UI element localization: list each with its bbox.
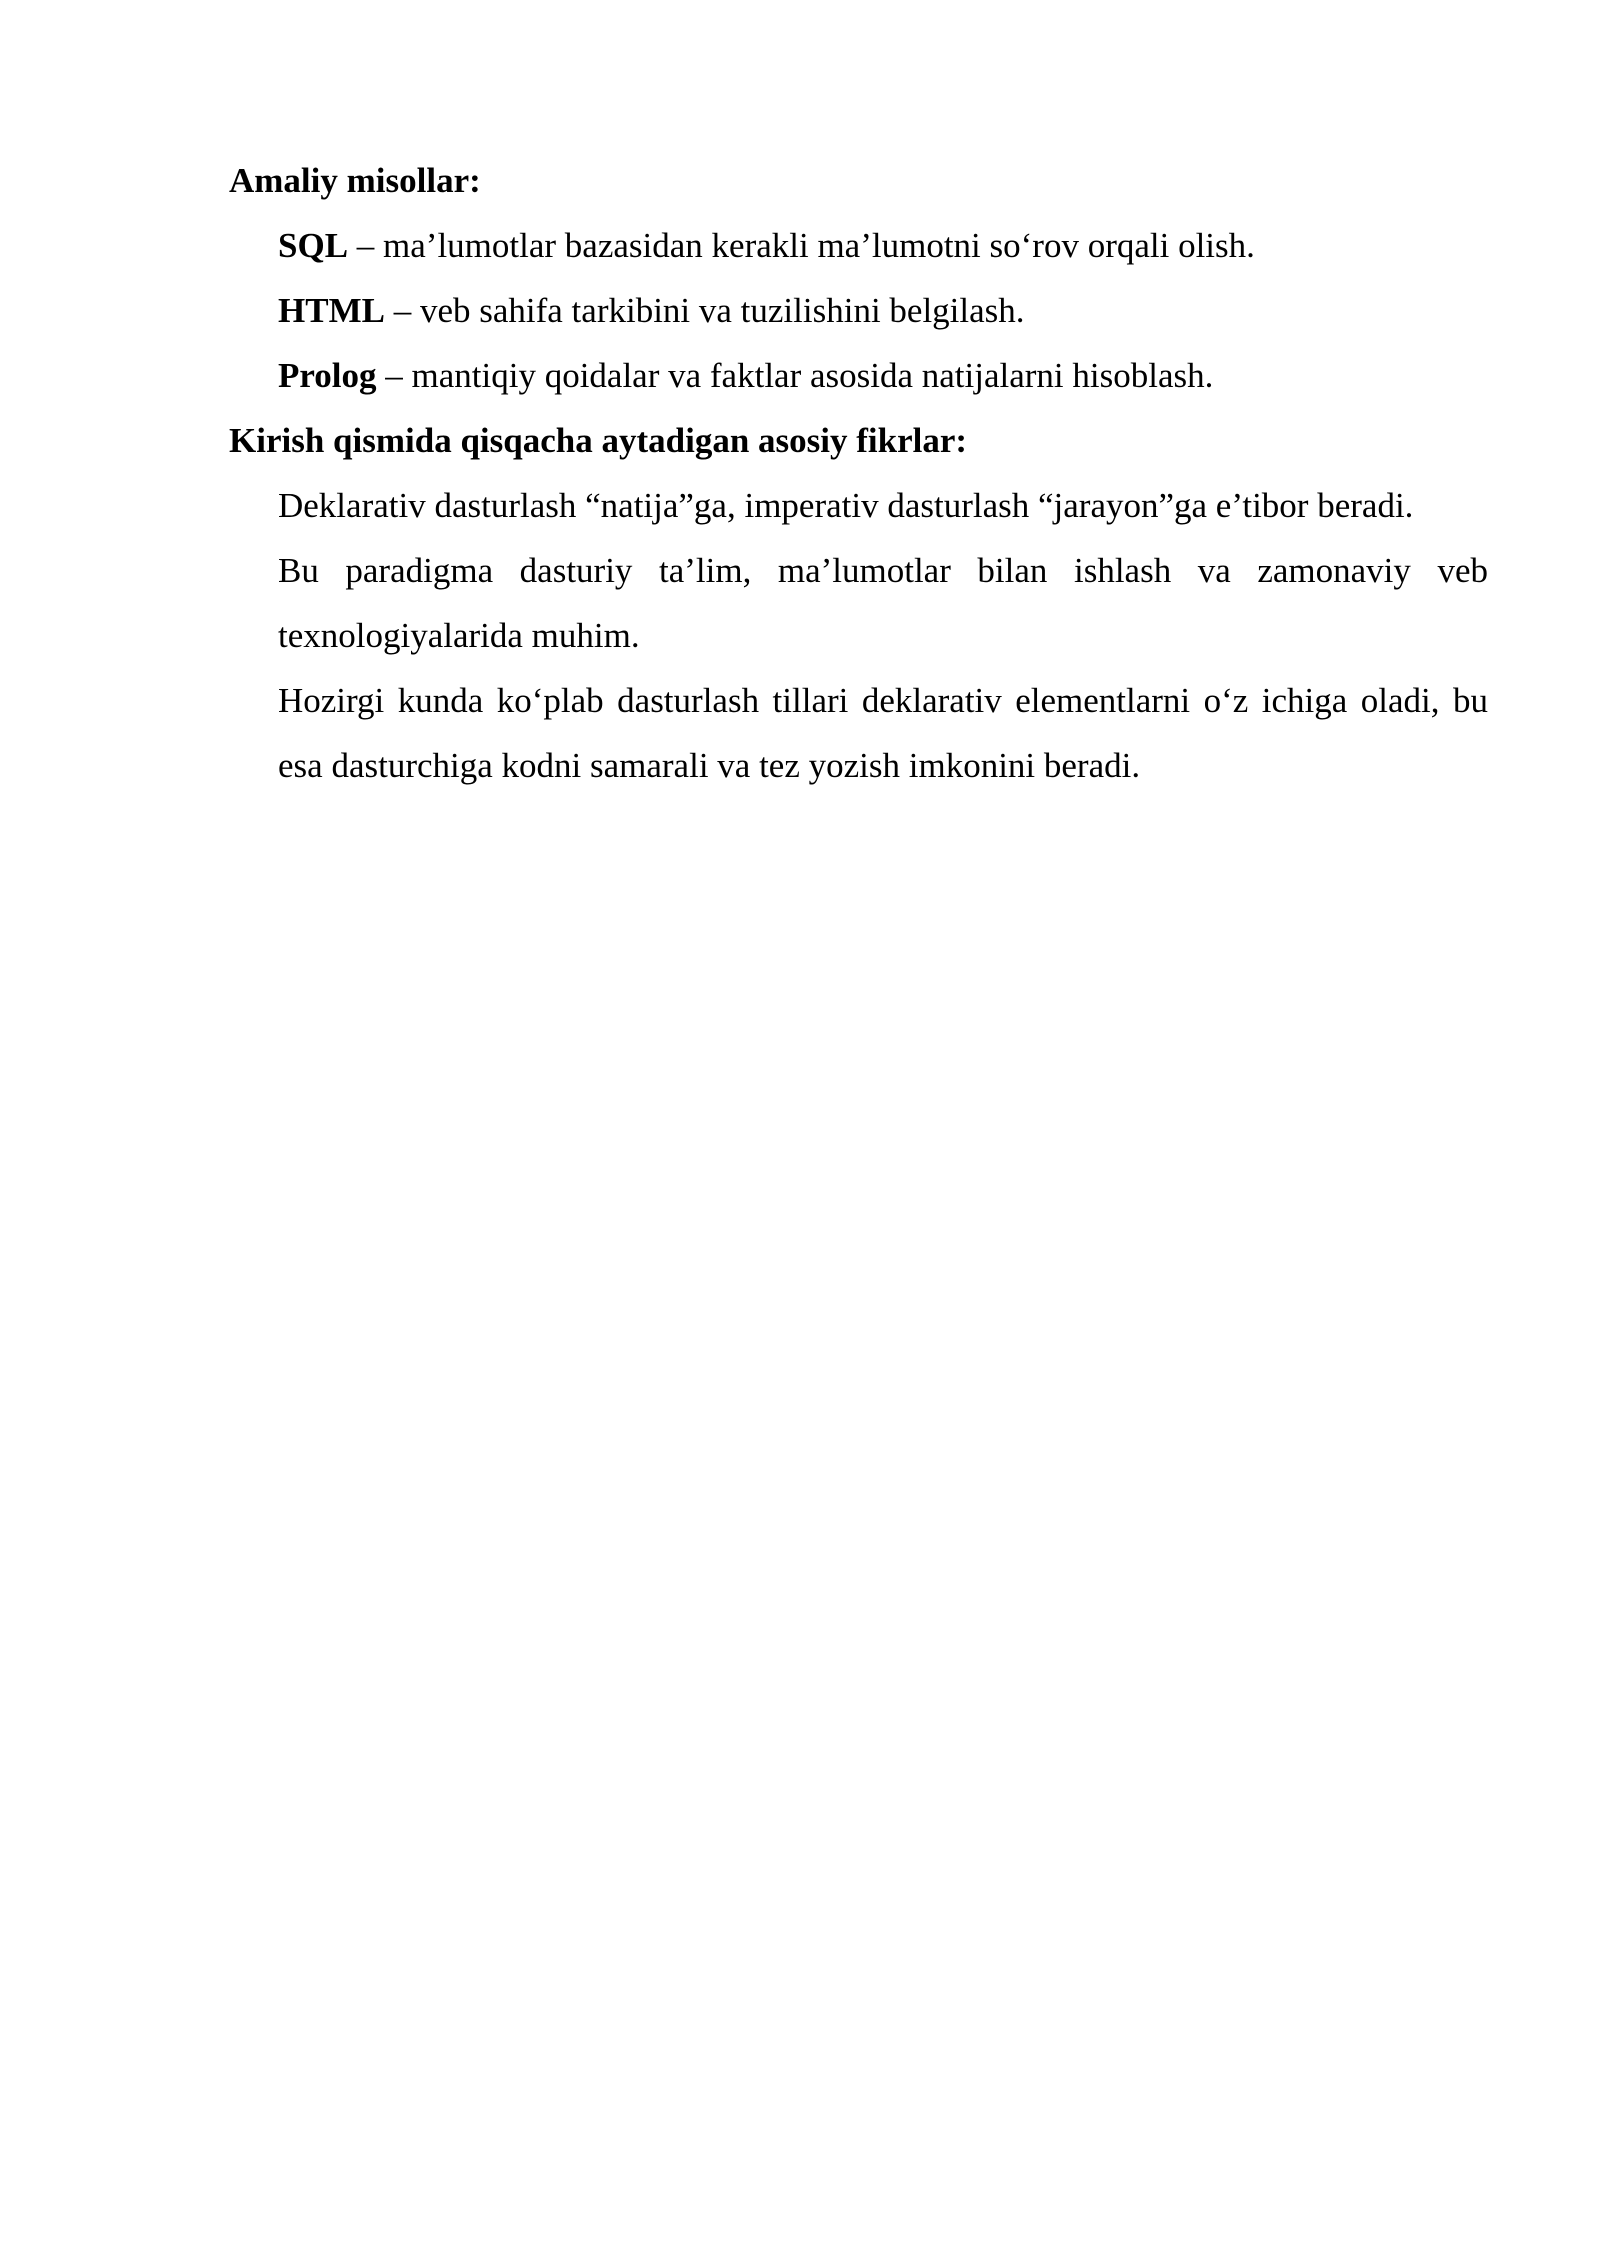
example-item-sql: [229, 213, 1488, 278]
section-heading-examples: Amaliy misollar:: [229, 161, 481, 200]
example-item-prolog: [229, 343, 1488, 408]
section-heading-intro-points: Kirish qismida qisqacha aytadigan asosiy fikrlar:: [229, 421, 968, 460]
document-body: [229, 148, 1488, 798]
example-description: – mantiqiy qoidalar va faktlar asosida natijalarni hisoblash.: [376, 356, 1214, 395]
example-term: SQL: [278, 226, 349, 265]
intro-paragraph: Bu paradigma dasturiy ta’lim, ma’lumotlar bilan ishlash va zamonaviy veb texnologiyalarida muhim.: [278, 551, 1488, 655]
example-description: – ma’lumotlar bazasidan kerakli ma’lumotni so‘rov orqali olish.: [348, 226, 1255, 265]
intro-paragraph: Hozirgi kunda ko‘plab dasturlash tillari deklarativ elementlarni o‘z ichiga oladi, bu esa dasturchiga kodni samarali va tez yozish imkonini beradi.: [278, 681, 1488, 785]
example-term: HTML: [278, 291, 385, 330]
example-item-html: [229, 278, 1488, 343]
example-description: – veb sahifa tarkibini va tuzilishini belgilash.: [384, 291, 1025, 330]
example-term: Prolog: [278, 356, 377, 395]
intro-paragraph: Deklarativ dasturlash “natija”ga, imperativ dasturlash “jarayon”ga e’tibor beradi.: [278, 486, 1414, 525]
